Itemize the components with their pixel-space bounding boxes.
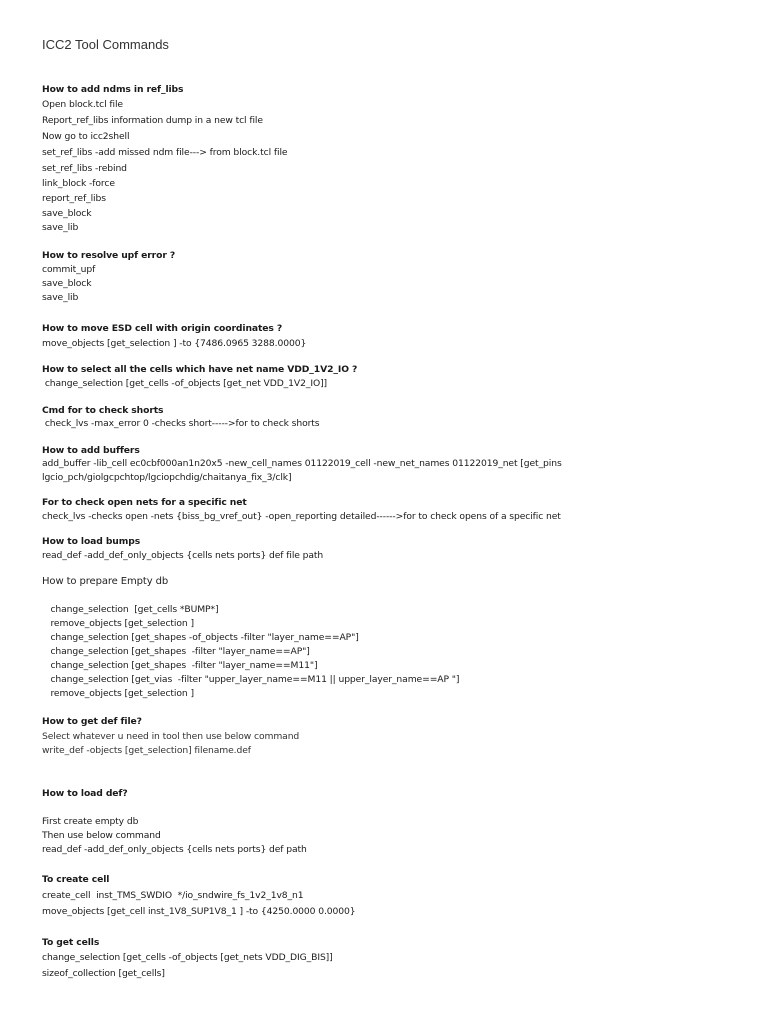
text-line: move_objects [get_selection ] -to {7486.0965 3288.0000} xyxy=(42,338,307,349)
heading-load-bumps: How to load bumps xyxy=(42,536,141,547)
heading-create-cell: To create cell xyxy=(42,874,110,885)
document-title: ICC2 Tool Commands xyxy=(42,37,169,52)
text-line: read_def -add_def_only_objects {cells nets ports} def path xyxy=(42,844,307,855)
text-line: check_lvs -max_error 0 -checks short----->for to check shorts xyxy=(42,418,320,429)
text-line: Open block.tcl file xyxy=(42,99,123,110)
text-line: set_ref_libs -rebind xyxy=(42,163,127,174)
text-line: Select whatever u need in tool then use below command xyxy=(42,731,300,742)
text-line: Then use below command xyxy=(42,830,161,841)
text-line: report_ref_libs xyxy=(42,193,106,204)
heading-get-def: How to get def file? xyxy=(42,716,142,727)
text-line: change_selection [get_shapes -filter "layer_name==M11"] xyxy=(42,660,318,671)
text-line: check_lvs -checks open -nets {biss_bg_vref_out} -open_reporting detailed------>for to check opens of a specific net xyxy=(42,511,561,522)
text-line: save_block xyxy=(42,208,92,219)
text-line: change_selection [get_vias -filter "upper_layer_name==M11 || upper_layer_name==AP "] xyxy=(42,674,460,685)
heading-select-cells: How to select all the cells which have net name VDD_1V2_IO ? xyxy=(42,364,358,375)
text-line: add_buffer -lib_cell ec0cbf000an1n20x5 -new_cell_names 01122019_cell -new_net_names 01122019_net [get_pins xyxy=(42,458,562,469)
text-line: lgcio_pch/giolgcpchtop/lgciopchdig/chaitanya_fix_3/clk] xyxy=(42,472,292,483)
heading-resolve-upf: How to resolve upf error ? xyxy=(42,250,176,261)
text-line: save_lib xyxy=(42,222,79,233)
text-line: read_def -add_def_only_objects {cells nets ports} def file path xyxy=(42,550,324,561)
heading-get-cells: To get cells xyxy=(42,937,100,948)
text-line: remove_objects [get_selection ] xyxy=(42,618,194,629)
heading-check-shorts: Cmd for to check shorts xyxy=(42,405,164,416)
text-line: change_selection [get_cells *BUMP*] xyxy=(42,604,219,615)
heading-load-def: How to load def? xyxy=(42,788,128,799)
text-line: change_selection [get_shapes -filter "layer_name==AP"] xyxy=(42,646,310,657)
heading-add-ndms: How to add ndms in ref_libs xyxy=(42,84,184,95)
text-line: write_def -objects [get_selection] filename.def xyxy=(42,745,251,756)
heading-move-esd: How to move ESD cell with origin coordinates ? xyxy=(42,323,283,334)
text-line: save_block xyxy=(42,278,92,289)
text-line: link_block -force xyxy=(42,178,115,189)
text-line: Report_ref_libs information dump in a new tcl file xyxy=(42,115,263,126)
text-line: change_selection [get_cells -of_objects [get_net VDD_1V2_IO]] xyxy=(42,378,328,389)
text-line: sizeof_collection [get_cells] xyxy=(42,968,165,979)
text-line: set_ref_libs -add missed ndm file---> from block.tcl file xyxy=(42,147,288,158)
heading-check-open-nets: For to check open nets for a specific net xyxy=(42,497,247,508)
text-line: change_selection [get_cells -of_objects [get_nets VDD_DIG_BIS]] xyxy=(42,952,333,963)
heading-empty-db: How to prepare Empty db xyxy=(42,576,169,587)
text-line: change_selection [get_shapes -of_objects -filter "layer_name==AP"] xyxy=(42,632,359,643)
text-line: move_objects [get_cell inst_1V8_SUP1V8_1 ] -to {4250.0000 0.0000} xyxy=(42,906,356,917)
text-line: remove_objects [get_selection ] xyxy=(42,688,194,699)
text-line: commit_upf xyxy=(42,264,96,275)
text-line: create_cell inst_TMS_SWDIO */io_sndwire_fs_1v2_1v8_n1 xyxy=(42,890,304,901)
text-line: save_lib xyxy=(42,292,79,303)
text-line: First create empty db xyxy=(42,816,139,827)
heading-add-buffers: How to add buffers xyxy=(42,445,140,456)
text-line: Now go to icc2shell xyxy=(42,131,130,142)
